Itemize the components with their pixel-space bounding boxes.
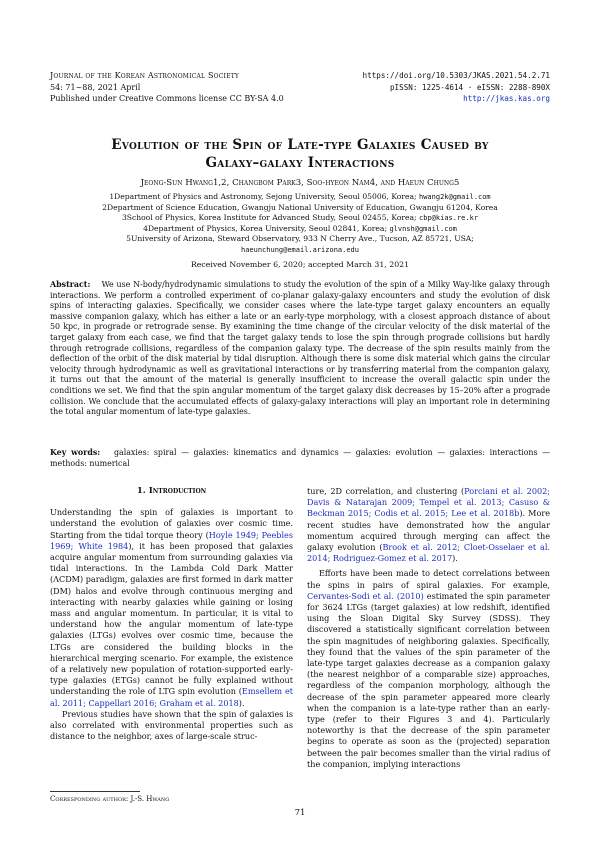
issn-line: pISSN: 1225-4614 · eISSN: 2288-890X (389, 82, 550, 92)
abstract-label: Abstract: (50, 280, 91, 289)
citation-link[interactable]: Cervantes-Sodi et al. (2010) (307, 590, 424, 601)
paragraph-text: ). (452, 553, 458, 564)
paragraph-text: Efforts have been made to detect correlations between the spins in pairs of spiral galaxies. For example, (307, 568, 550, 590)
paragraph-text: estimated the spin parameter for 3624 LTGs (target galaxies) at low redshift, identified using the Sloan Digital Sky Survey (SDSS). They discovered a statistically significant correlation between the spin magnitudes of neighboring galaxies. Specifically, they found that the values of the spin parameter of the late-type target galaxies decrease as a companion galaxy (the nearest neighbor of a comparable size) approaches, regardless of the companion morphology, although the decrease of the spin parameter appeared more clearly when the companion is a late-type rather than an early-type (refer to their Figures 3 and 4). Particularly noteworthy is that the decrease of the spin parameter begins to operate as soon as the (projected) separation between the pair becomes smaller than the virial radius of the companion, implying interactions (307, 590, 550, 769)
affiliation-2 (60, 203, 540, 214)
paragraph-text: ), it has been proposed that galaxies acquire angular momentum from surrounding galaxies via tidal interactions. In the Lambda Cold Dark Matter (ΛCDM) paradigm, galaxies are first formed in dark matter (DM) halos and evolve through continuous merging and interacting with nearby galaxies while gaining or losing mass and angular momentum. In particular, it is vital to understand how the angular momentum of late-type galaxies (LTGs) evolves over cosmic time, because the LTGs are considered the building blocks in the hierarchical merging scenario. For example, the existence of a relatively new population of rotation-supported early-type galaxies (ETGs) cannot be fully explained without understanding the role of LTG spin evolution ( (50, 540, 293, 697)
affiliation-email[interactable]: haeunchung@email.arizona.edu (240, 245, 359, 254)
affiliation-5-email-line (60, 245, 540, 256)
citation-link[interactable]: Brook et al. 2012; Cloet-Osselaer et al. 2014; Rodriguez-Gomez et al. 2017 (307, 542, 550, 564)
title-line-1: Evolution of the Spin of Late-type Galaxies Caused by (111, 137, 489, 153)
intro-paragraph-3 (307, 568, 550, 770)
keywords-label: Key words: (50, 448, 101, 457)
paragraph-text: ture, 2D correlation, and clustering ( (307, 486, 465, 496)
corresponding-author-footnote: Corresponding author: J.-S. Hwang (50, 795, 170, 803)
paragraph-text: ). More recent studies have demonstrated how the angular momentum acquired through merging can affect the galaxy evolution ( (307, 508, 550, 553)
keywords-text: galaxies: spiral — galaxies: kinematics and dynamics — galaxies: evolution — galaxies: interactions — methods: numerical (50, 448, 550, 468)
affiliation-text: 2Department of Science Education, Gwangju National University of Education, Gwangju 61204, Korea (102, 202, 498, 212)
received-dates: Received November 6, 2020; accepted March 31, 2021 (190, 260, 410, 269)
footnote-divider (50, 791, 140, 792)
intro-paragraph-2-cont (307, 486, 550, 564)
paragraph-text: Understanding the spin of galaxies is important to understand the evolution of galaxies over cosmic time. Starting from the tidal torque theory ( (50, 507, 293, 540)
affiliation-1 (60, 192, 540, 203)
affiliation-3 (60, 213, 540, 224)
doi-header (363, 70, 550, 105)
affiliation-text: 1Department of Physics and Astronomy, Sejong University, Seoul 05006, Korea; (109, 192, 419, 201)
affiliation-text: 3School of Physics, Korea Institute for Advanced Study, Seoul 02455, Korea; (121, 213, 420, 223)
doi-link[interactable]: https://doi.org/10.5303/JKAS.2021.54.2.71 (362, 71, 550, 80)
affiliations (60, 192, 540, 256)
volume-line: 54: 71∼88, 2021 April (50, 82, 141, 92)
affiliation-5 (60, 234, 540, 245)
citation-link[interactable]: Hoyle 1949; Peebles 1969; White 1984 (50, 529, 293, 551)
left-column (50, 486, 293, 742)
right-column (307, 486, 550, 770)
abstract (50, 280, 550, 418)
journal-header (50, 70, 284, 105)
page-number: 71 (294, 808, 306, 818)
affiliation-text: 5University of Arizona, Steward Observatory, 933 N Cherry Ave., Tucson, AZ 85721, USA; (126, 234, 474, 244)
author-list: Jeong-Sun Hwang1,2, Changbom Park3, Soo-hyeon Nam4, and Haeun Chung5 (140, 178, 460, 188)
paper-title (50, 136, 550, 172)
paragraph-text: ). (238, 697, 245, 708)
keywords (50, 448, 550, 469)
affiliation-4 (60, 224, 540, 235)
affiliation-text: 4Department of Physics, Korea University, Seoul 02841, Korea; (143, 223, 390, 233)
intro-paragraph-2: Previous studies have shown that the spin of galaxies is also correlated with environmental properties such as distance to the neighbor, axes of large-scale struc- (50, 708, 293, 742)
journal-website-link[interactable]: http://jkas.kas.org (463, 94, 550, 103)
affiliation-email[interactable]: glvnsh@gmail.com (389, 224, 457, 233)
citation-link[interactable]: Porciani et al. 2002; Davis & Natarajan 2009; Tempel et al. 2013; Casuso & Beckman 2015; Codis et al. 2015; Lee et al. 2018b (307, 486, 550, 519)
section-heading-introduction: 1. Introduction (136, 486, 207, 496)
license-line: Published under Creative Commons license CC BY-SA 4.0 (50, 94, 284, 103)
citation-link[interactable]: Emsellem et al. 2011; Cappellari 2016; Graham et al. 2018 (50, 686, 293, 708)
intro-paragraph-1 (50, 507, 293, 709)
abstract-text: We use N-body/hydrodynamic simulations to study the evolution of the spin of a Milky Way-like galaxy through interactions. We perform a controlled experiment of co-planar galaxy-galaxy encounters and study the evolution of disk spins of interacting galaxies. Specifically, we consider cases where the late-type target galaxy encounters an equally massive companion galaxy, which has either a late or an early-type morphology, with a closest approach distance of about 50 kpc, in prograde or retrograde sense. By examining the time change of the circular velocity of the disk material of the target galaxy from each case, we find that the target galaxy tends to lose the spin through prograde collisions but hardly through retrograde collisions, regardless of the companion galaxy type. The decrease of the spin results mainly from the deflection of the orbit of the disk material by tidal disruption. Although there is some disk material which gains the circular velocity through hydrodynamic as well as gravitational interactions or by transferring material from the companion galaxy, it turns out that the amount of the material is generally insufficient to increase the overall galactic spin under the conditions we set. We find that the spin angular momentum of the target galaxy disk decreases by 15–20% after a prograde collision. We conclude that the accumulated effects of galaxy-galaxy interactions will play an important role in determining the total angular momentum of late-type galaxies. (50, 280, 550, 417)
affiliation-email[interactable]: hwang2k@gmail.com (419, 193, 491, 201)
journal-name: Journal of the Korean Astronomical Society (50, 71, 240, 80)
affiliation-email[interactable]: cbp@kias.re.kr (419, 214, 479, 223)
title-line-2: Galaxy–galaxy Interactions (205, 155, 395, 171)
